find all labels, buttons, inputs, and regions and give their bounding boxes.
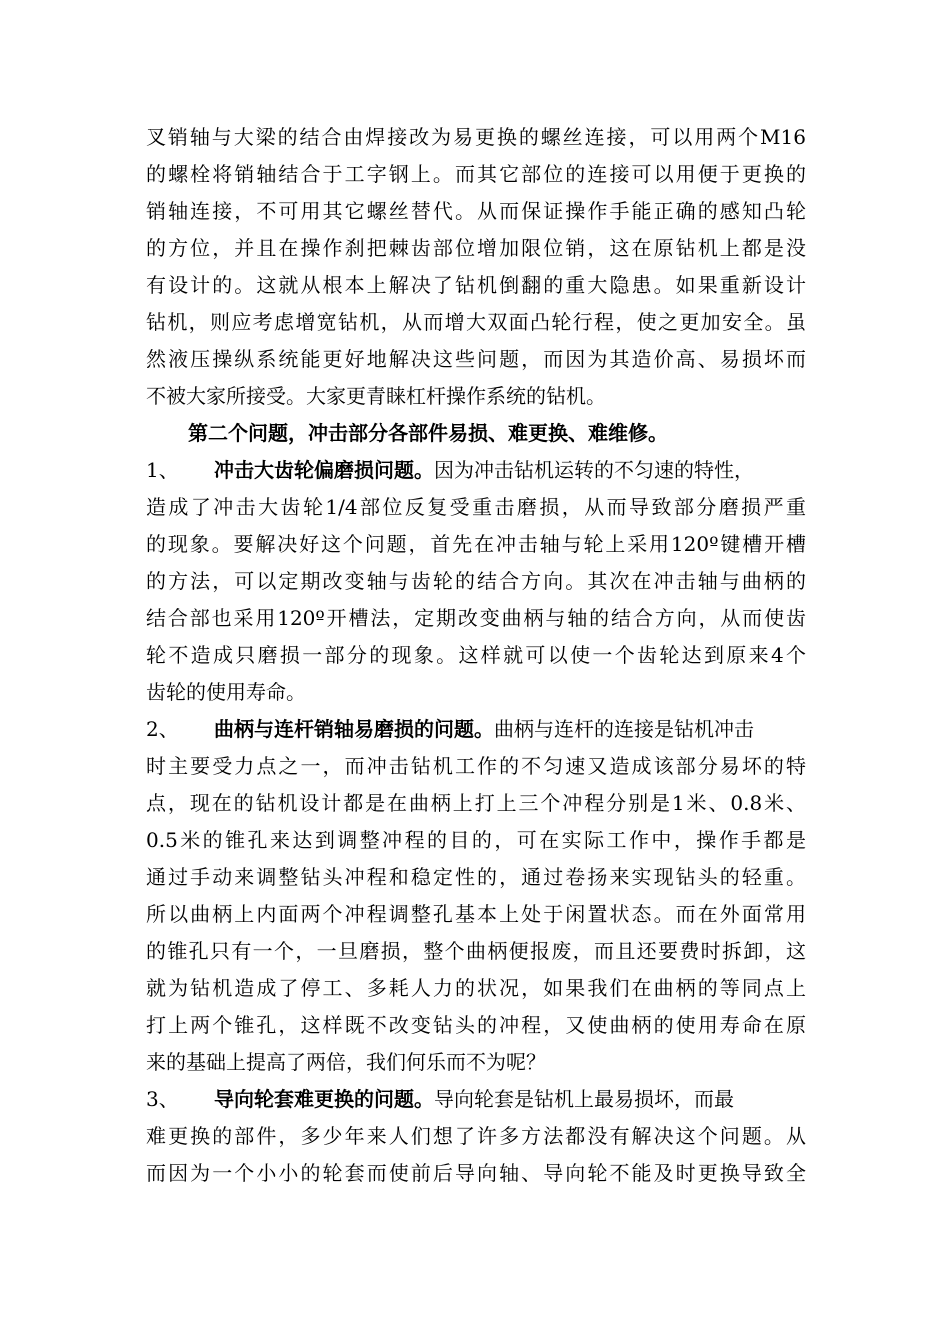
paragraph-line: 有设计的。这就从根本上解决了钻机倒翻的重大隐患。如果重新设计	[146, 273, 806, 297]
paragraph-line: 不被大家所接受。大家更青睐杠杆操作系统的钻机。	[146, 384, 606, 408]
list-item-first-line	[146, 456, 806, 484]
paragraph-line: 而因为一个小小的轮套而使前后导向轴、导向轮不能及时更换导致全	[146, 1161, 806, 1185]
item-text: 导向轮套是钻机上最易损坏，而最	[434, 1087, 734, 1111]
paragraph-line: 钻机，则应考虑增宽钻机，从而增大双面凸轮行程，使之更加安全。虽	[146, 310, 806, 334]
item-heading: 冲击大齿轮偏磨损问题。	[214, 458, 434, 482]
item-heading: 曲柄与连杆销轴易磨损的问题。	[214, 717, 494, 741]
paragraph-line: 的螺栓将销轴结合于工字钢上。而其它部位的连接可以用便于更换的	[146, 162, 806, 186]
paragraph-line: 造成了冲击大齿轮1/4部位反复受重击磨损，从而导致部分磨损严重	[146, 495, 806, 519]
item-text: 曲柄与连杆的连接是钻机冲击	[494, 717, 754, 741]
paragraph-line: 来的基础上提高了两倍，我们何乐而不为呢？	[146, 1050, 546, 1074]
paragraph-line: 通过手动来调整钻头冲程和稳定性的，通过卷扬来实现钻头的轻重。	[146, 865, 806, 889]
paragraph-line: 的方位，并且在操作刹把棘齿部位增加限位销，这在原钻机上都是没	[146, 236, 806, 260]
paragraph-line: 的锥孔只有一个，一旦磨损，整个曲柄便报废，而且还要费时拆卸，这	[146, 939, 806, 963]
paragraph-line: 难更换的部件，多少年来人们想了许多方法都没有解决这个问题。从	[146, 1124, 806, 1148]
paragraph-line: 结合部也采用120º开槽法，定期改变曲柄与轴的结合方向，从而使齿	[146, 606, 806, 630]
item-number: 2、	[146, 717, 179, 741]
paragraph-line: 时主要受力点之一，而冲击钻机工作的不匀速又造成该部分易坏的特	[146, 754, 806, 778]
paragraph-line: 的方法，可以定期改变轴与齿轮的结合方向。其次在冲击轴与曲柄的	[146, 569, 806, 593]
paragraph-line: 叉销轴与大梁的结合由焊接改为易更换的螺丝连接，可以用两个M16	[146, 125, 806, 149]
paragraph-line: 0.5米的锥孔来达到调整冲程的目的，可在实际工作中，操作手都是	[146, 828, 806, 852]
paragraph-line: 齿轮的使用寿命。	[146, 680, 306, 704]
item-number: 1、	[146, 458, 179, 482]
list-item-first-line	[146, 715, 806, 743]
section-heading: 第二个问题，冲击部分各部件易损、难更换、难维修。	[188, 421, 668, 445]
item-heading: 导向轮套难更换的问题。	[214, 1087, 434, 1111]
paragraph-line: 轮不造成只磨损一部分的现象。这样就可以使一个齿轮达到原来4个	[146, 643, 806, 667]
paragraph-line: 的现象。要解决好这个问题，首先在冲击轴与轮上采用120º键槽开槽	[146, 532, 806, 556]
paragraph-line: 销轴连接，不可用其它螺丝替代。从而保证操作手能正确的感知凸轮	[146, 199, 806, 223]
paragraph-line: 所以曲柄上内面两个冲程调整孔基本上处于闲置状态。而在外面常用	[146, 902, 806, 926]
paragraph-line: 点，现在的钻机设计都是在曲柄上打上三个冲程分别是1米、0.8米、	[146, 791, 806, 815]
list-item-first-line	[146, 1085, 806, 1113]
item-number: 3、	[146, 1087, 179, 1111]
paragraph-line: 打上两个锥孔，这样既不改变钻头的冲程，又使曲柄的使用寿命在原	[146, 1013, 806, 1037]
item-text: 因为冲击钻机运转的不匀速的特性，	[434, 458, 754, 482]
paragraph-line: 就为钻机造成了停工、多耗人力的状况，如果我们在曲柄的等同点上	[146, 976, 806, 1000]
paragraph-line: 然液压操纵系统能更好地解决这些问题，而因为其造价高、易损坏而	[146, 347, 806, 371]
